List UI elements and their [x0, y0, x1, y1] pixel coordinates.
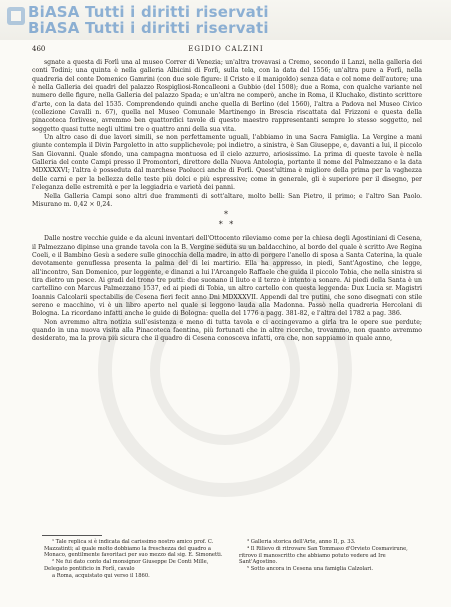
banner-line-2: BiASA Tutti i diritti riservati	[28, 19, 269, 37]
paragraph: Non avremmo altra notizia sull'esistenza e meno di tutta tavola e ci accingevamo a girla tra le opere sue perdute; quando in una nuova visita alla Pinacoteca faentina, più fortunati che in altre ricerche, trovammo, non quanto avremmo desiderato, ma la prova più sicura che il quadro di Cesena conosceva infatti, ora che, non sappiamo in quale anno,	[32, 318, 422, 343]
footnote-divider	[42, 535, 102, 536]
main-text	[32, 59, 422, 344]
footnote: ⁵ Sotto ancora in Cesena una famiglia Calzolari.	[247, 566, 374, 573]
footnote: ¹ Tale replica si è indicata dal carissimo nostro amico prof. C. Mazzatinti; al quale molto dobbiamo la freschezza del quadro a Monaco, gentilmente favoritaci per suo mezzo dal sig. E. Simonetti.	[44, 539, 223, 559]
page-header	[32, 44, 420, 56]
footnote: ⁴ Il Rilievo di ritrovare San Tommaso d'Orvieto Cosmavirune, ritrovo il manoscritto che abbiamo potuto vedere ad Ire Sant'Agostino.	[239, 546, 408, 566]
paragraph: Un altro caso di due lavori simili, se non perfettamente uguali, l'abbiamo in una Sacra Famiglia. La Vergine a mani giunte contempla il Divin Pargoletto in atto supplichevole; poi indietro, a sinistra, è San Giuseppe, e, davanti a lui, il piccolo San Giovanni. Quale sfondo, una campagna montuosa ed il cielo azzurro, ariosissimo. La prima di queste tavole è nella Galleria del conte Campi presso il Promontori, direttore della Nuova Antologia, portante il nome del Palmezzano e la data MDXXXXVI; l'altra è posseduta dal marchese Paolucci anche di Forlì. Quest'ultima è migliore della prima per la vaghezza delle carni e per la bellezza delle teste più dolci e più espressive; come in generale, gli è superiore per il disegno, per l'eleganza delle estremità e per la leggiadria e varietà dei panni.	[32, 134, 422, 192]
banner-line-1: BiASA Tutti i diritti riservati	[28, 3, 269, 21]
paragraph: Dalle nostre vecchie guide e da alcuni inventari dell'Ottocento rileviamo come per la chiesa degli Agostiniani di Cesena, il Palmezzano dipinse una grande tavola con la B. Vergine seduta su un baldacchino, al bordo del quale è scritto Ave Regina Coeli, e il Bambino Gesù a sedere sulle ginocchia della madre, in atto di porgere l'anello di sposa a Santa Caterina, la quale devotamente genuflessa presenta la palma del di lei martirio. Ella ha appresso, in piedi, Sant'Agostino, che legge, all'incontro, San Domenico, pur leggente, e dinanzi a lui l'Arcangelo Raffaele che guida il piccolo Tobia, che nella sinistra si tira dietro un pesce. Ai gradi del trono tre putti: due suonano il liuto e il terzo è intento a sonare. Ai piedi della Santa è un cartellino con Marcus Palmezzano 1537, ed ai piedi di Tobia, un altro cartello con questa leggenda: Dux Lucia sr. Magistri Ioannis Calcolarii spectabilis de Cesena fieri fecit anno Dni MDXXXVII. Appendi dal tre putini, che sono disegnati con stile sereno e macchino, vi è un libro aperto nel quale si leggono lauda alla Madonna. Passò nella quadreria Hercolani di Bologna. La ricordano infatti anche le guide di Bologna: quella del 1776 a pagg. 381-82, e l'altra del 1782 a pag. 386.	[32, 235, 422, 318]
footnotes	[44, 539, 422, 580]
biasa-logo-icon	[6, 6, 26, 26]
page-number: 460	[32, 45, 46, 53]
running-head: EGIDIO CALZINI	[188, 45, 264, 53]
paragraph: Nella Galleria Campi sono altri due frammenti di sott'altare, molto belli: San Pietro, il primo; e l'altro San Paolo. Misurano m. 0,42 × 0,24.	[32, 192, 422, 208]
footnote: ³ Galleria storica dell'Arte, anno II, p. 33.	[247, 539, 356, 545]
footnote: a Roma, acquistato qui verso il 1860.	[52, 572, 150, 579]
paragraph: sgnate a questa di Forlì una al museo Correr di Venezia; un'altra trovavasi a Cremo, secondo il Lanzi, nella galleria dei conti Todini; una quinta è nella galleria Albicini di Forlì, sulla tela, con la data del 1556; un'altra pure a Forlì, nella quadreria del conte Domenico Gamrini (con due sole figure: il Cristo e il manigoldo) senza data e col nome dell'autore; una è nella Galleria dei quadri del palazzo Rospigliosi-Roncalleoni a Gubbio (del 1508); due a Roma, con qualche variante nel numero delle figure, nella Galleria del palazzo Spada; e un'altra ne comperò, anche in Roma, il Kluchako, distinto scrittore d'arte, con la data del 1535. Comprendendo quindi anche quella di Berlino (del 1560), l'altra a Padova nel Museo Civico (collezione Cavalli n. 67), quella nel Museo Comunale Martinengo in Brescia riscattata dal Frizzoni e questa della pinacoteca forlivese, avremmo ben quattordici tavole di questo maestro rappresentanti sempre lo stesso soggetto, nel soggetto quasi tutte negli ultimi tre o quattro anni della sua vita.	[32, 59, 422, 133]
section-ornament: * * *	[218, 210, 236, 230]
footnote: ² Ne fui dato conto dal monsignor Giuseppe De Conti Mille, Delegato pontificio in Forlì, cavalo	[44, 559, 209, 572]
watermark-banner	[0, 0, 451, 40]
